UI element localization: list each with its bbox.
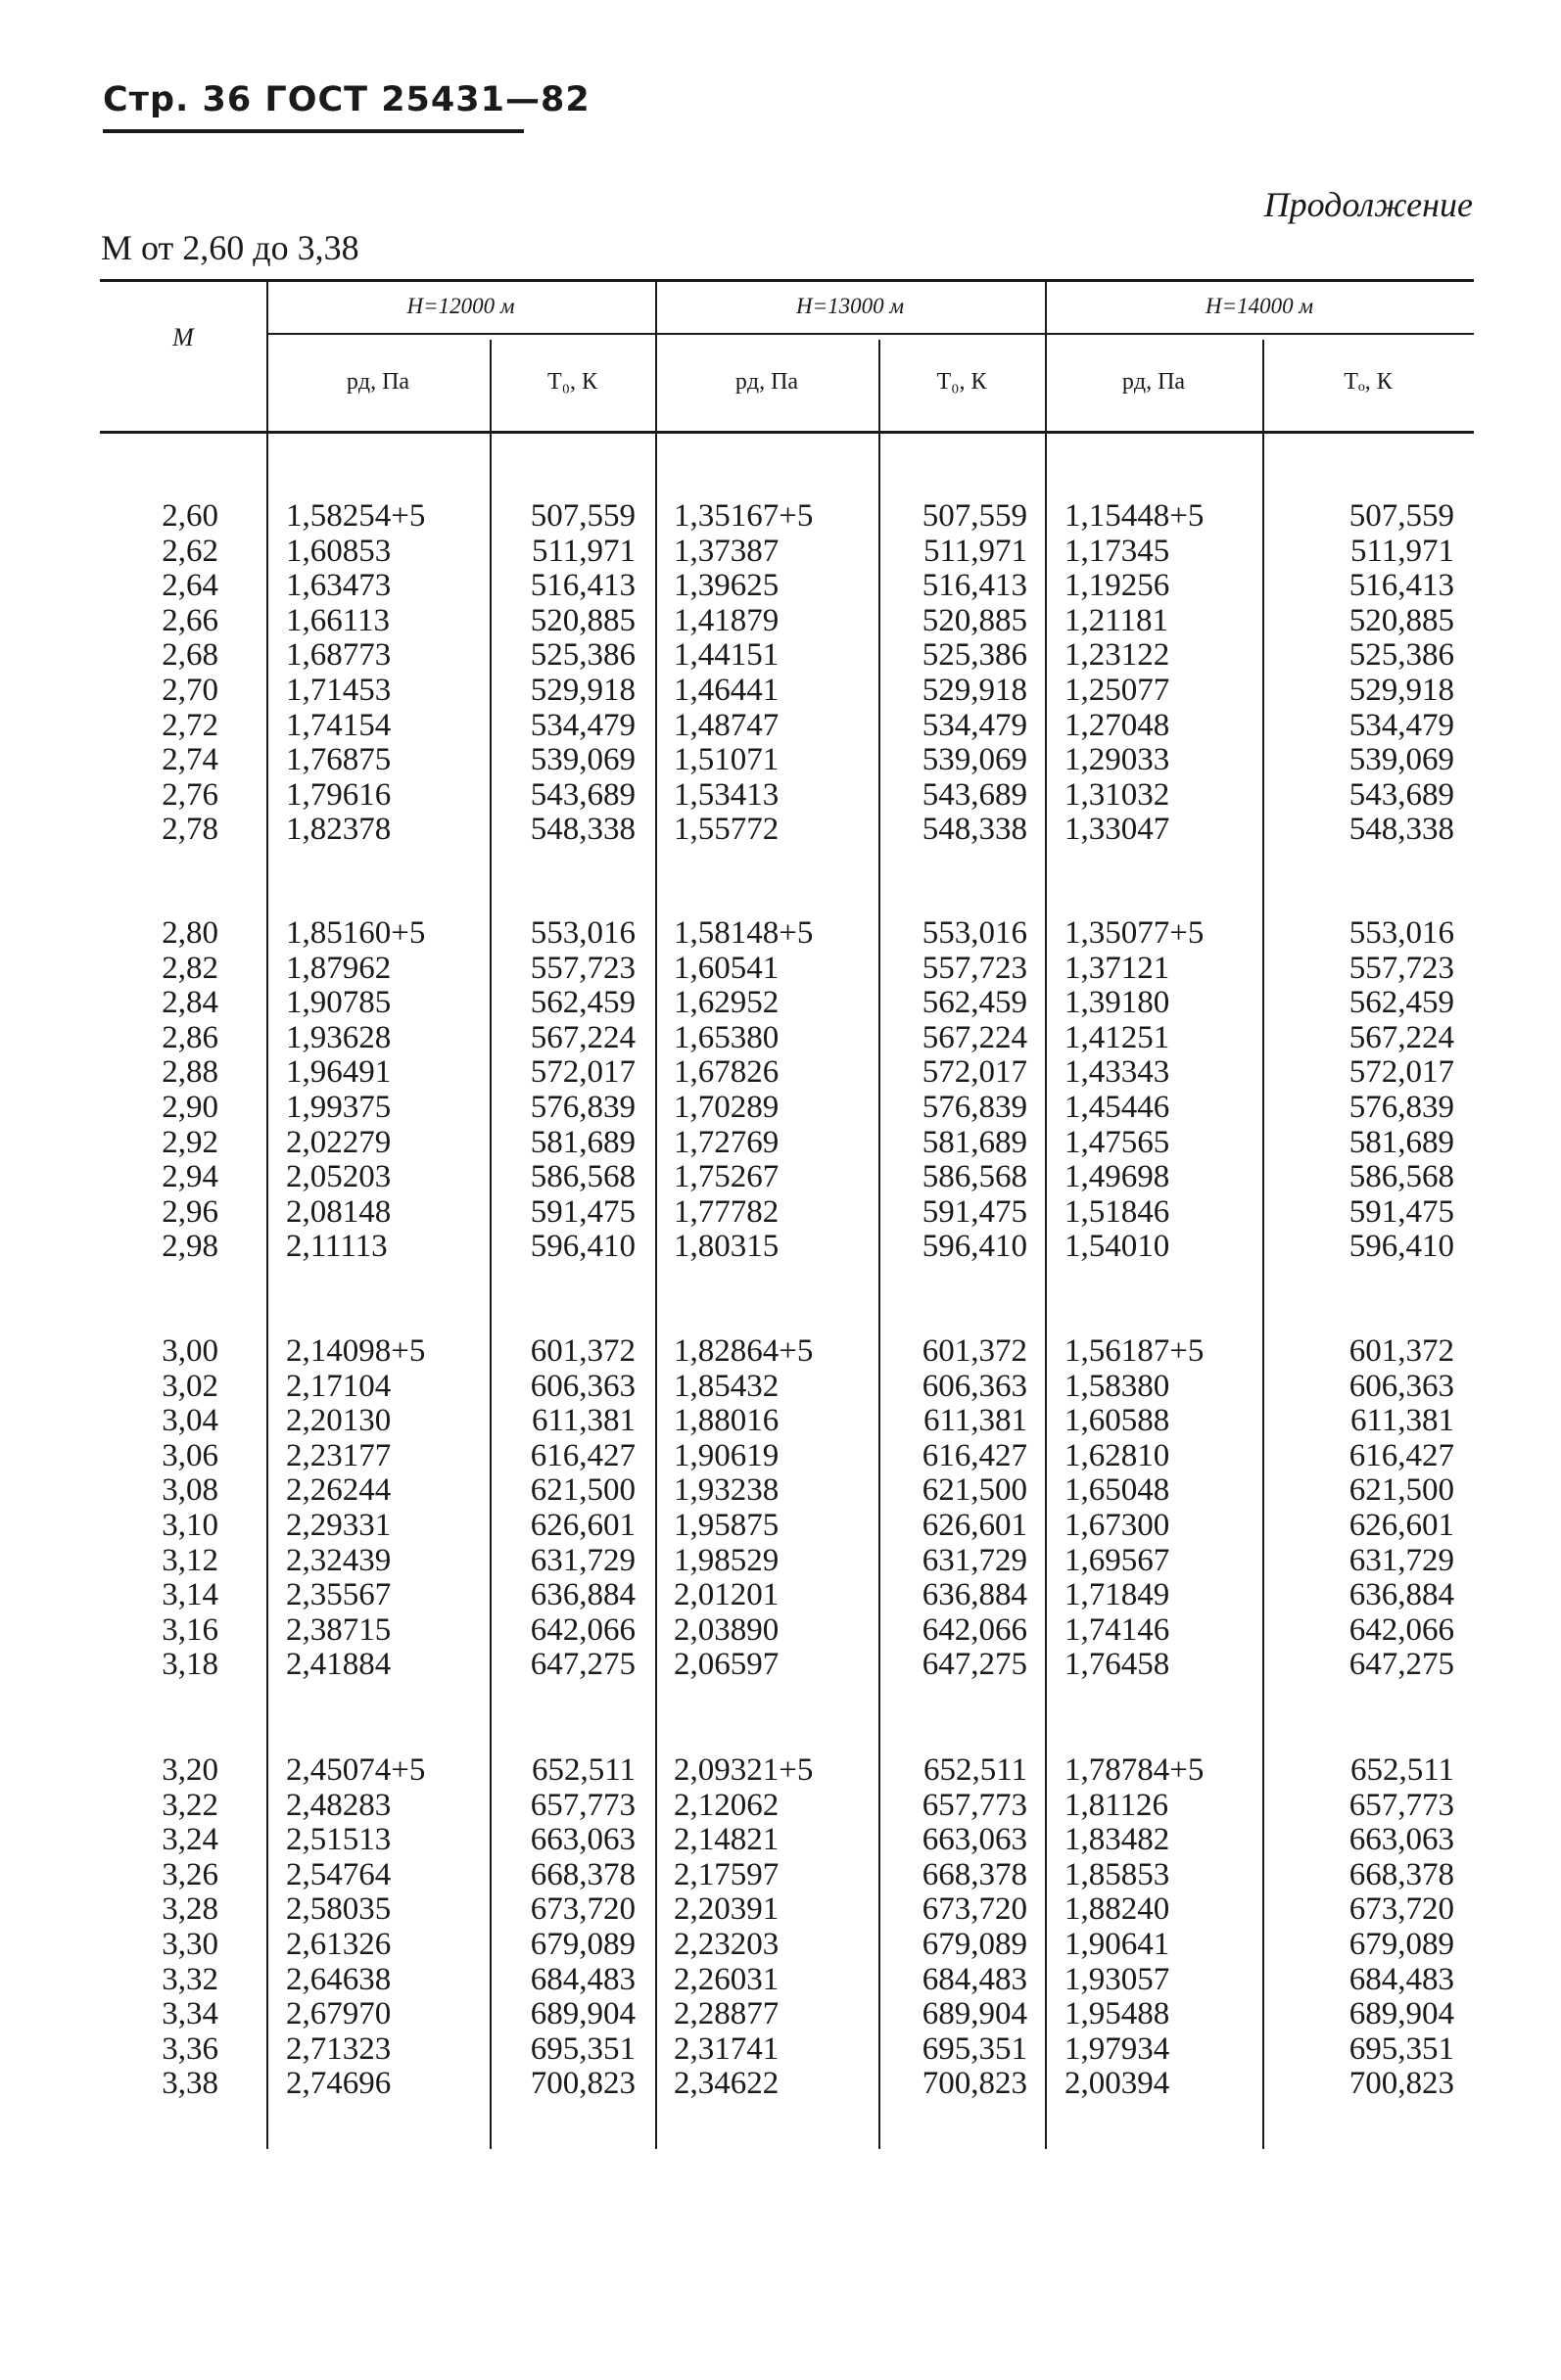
temperature-cell: 631,729 <box>530 1542 636 1578</box>
pressure-cell: 2,64638 <box>286 1961 392 1997</box>
temperature-cell: 534,479 <box>1348 707 1454 743</box>
temperature-cell: 511,971 <box>531 533 636 569</box>
temperature-cell: 591,475 <box>922 1193 1027 1230</box>
temperature-cell: 652,511 <box>1349 1752 1454 1788</box>
pressure-cell: 1,85432 <box>674 1368 780 1404</box>
pressure-cell: 2,51513 <box>286 1822 392 1858</box>
pressure-cell: 1,60588 <box>1064 1403 1170 1439</box>
temperature-cell: 673,720 <box>530 1891 636 1928</box>
temperature-cell: 553,016 <box>922 915 1027 951</box>
pressure-cell: 1,21181 <box>1064 602 1169 638</box>
temperature-cell: 621,500 <box>530 1472 636 1509</box>
temperature-cell: 700,823 <box>530 2066 636 2102</box>
temperature-cell: 636,884 <box>922 1577 1027 1613</box>
temperature-cell: 642,066 <box>922 1611 1027 1648</box>
temperature-cell: 529,918 <box>530 673 636 708</box>
pressure-cell: 1,93057 <box>1064 1961 1170 1997</box>
temperature-cell: 621,500 <box>1348 1472 1454 1509</box>
temperature-cell: 516,413 <box>1348 568 1454 604</box>
mach-cell: 3,26 <box>162 1856 218 1892</box>
pressure-cell: 2,26031 <box>674 1961 780 1997</box>
pressure-cell: 1,96491 <box>286 1054 392 1091</box>
temperature-cell: 562,459 <box>922 985 1027 1021</box>
temperature-cell: 567,224 <box>922 1019 1027 1055</box>
mach-cell: 3,30 <box>162 1927 218 1962</box>
temperature-cell: 516,413 <box>530 568 636 604</box>
temperature-cell: 525,386 <box>1348 637 1454 674</box>
pressure-cell: 2,20130 <box>286 1403 392 1439</box>
temperature-cell: 679,089 <box>530 1927 636 1962</box>
pressure-cell: 2,02279 <box>286 1124 392 1160</box>
temperature-cell: 525,386 <box>530 637 636 674</box>
pressure-cell: 1,58380 <box>1064 1368 1170 1404</box>
pressure-cell: 2,71323 <box>286 2030 392 2067</box>
pressure-cell: 1,33047 <box>1064 812 1170 848</box>
pressure-cell: 1,67300 <box>1064 1508 1170 1543</box>
temperature-cell: 606,363 <box>530 1368 636 1404</box>
pressure-cell: 2,14098+5 <box>286 1333 426 1369</box>
mach-cell: 3,08 <box>162 1472 218 1509</box>
temperature-cell: 606,363 <box>1348 1368 1454 1404</box>
temperature-cell: 621,500 <box>922 1472 1027 1509</box>
temperature-cell: 520,885 <box>922 602 1027 638</box>
table-range-caption: М от 2,60 до 3,38 <box>101 228 359 267</box>
temperature-cell: 539,069 <box>922 742 1027 778</box>
pressure-cell: 1,35077+5 <box>1064 915 1205 951</box>
temperature-cell: 553,016 <box>1348 915 1454 951</box>
pressure-cell: 1,87962 <box>286 950 392 986</box>
mach-cell: 2,82 <box>162 950 218 986</box>
pressure-cell: 1,62810 <box>1064 1437 1170 1473</box>
temperature-cell: 616,427 <box>530 1437 636 1473</box>
pressure-cell: 2,08148 <box>286 1193 392 1230</box>
pressure-cell: 1,55772 <box>674 812 780 848</box>
temperature-cell: 695,351 <box>1348 2030 1454 2067</box>
pressure-cell: 1,60853 <box>286 533 392 569</box>
pressure-cell: 1,25077 <box>1064 673 1170 708</box>
mach-cell: 2,88 <box>162 1054 218 1091</box>
temperature-cell: 548,338 <box>1348 812 1454 848</box>
data-table <box>100 279 1474 2149</box>
temperature-cell: 529,918 <box>1348 673 1454 708</box>
temperature-cell: 663,063 <box>530 1822 636 1858</box>
temperature-cell: 581,689 <box>530 1124 636 1160</box>
mach-cell: 2,64 <box>162 568 218 604</box>
pressure-cell: 1,43343 <box>1064 1054 1170 1091</box>
subheader-p-1: pд, Па <box>346 369 410 395</box>
mach-cell: 3,28 <box>162 1891 218 1928</box>
pressure-cell: 1,74146 <box>1064 1611 1170 1648</box>
mach-cell: 2,68 <box>162 637 218 674</box>
pressure-cell: 2,35567 <box>286 1577 392 1613</box>
temperature-cell: 689,904 <box>530 1996 636 2032</box>
pressure-cell: 1,62952 <box>674 985 780 1021</box>
pressure-cell: 2,32439 <box>286 1542 392 1578</box>
temperature-cell: 572,017 <box>530 1054 636 1091</box>
temperature-cell: 673,720 <box>1348 1891 1454 1928</box>
pressure-cell: 2,12062 <box>674 1787 780 1823</box>
pressure-cell: 1,45446 <box>1064 1090 1170 1125</box>
mach-cell: 2,96 <box>162 1193 218 1230</box>
pressure-cell: 2,38715 <box>286 1611 392 1648</box>
mach-cell: 3,16 <box>162 1611 218 1648</box>
temperature-cell: 695,351 <box>530 2030 636 2067</box>
temperature-cell: 611,381 <box>531 1403 636 1439</box>
group-header-13000: H=13000 м <box>795 294 905 318</box>
pressure-cell: 1,81126 <box>1064 1787 1169 1823</box>
temperature-cell: 601,372 <box>922 1333 1027 1369</box>
pressure-cell: 1,80315 <box>674 1229 780 1265</box>
temperature-cell: 689,904 <box>1348 1996 1454 2032</box>
pressure-cell: 1,56187+5 <box>1064 1333 1205 1369</box>
pressure-cell: 1,35167+5 <box>674 498 814 534</box>
pressure-cell: 1,98529 <box>674 1542 780 1578</box>
temperature-cell: 543,689 <box>1348 776 1454 813</box>
pressure-cell: 1,47565 <box>1064 1124 1170 1160</box>
pressure-cell: 2,26244 <box>286 1472 392 1509</box>
pressure-cell: 1,69567 <box>1064 1542 1170 1578</box>
mach-cell: 3,36 <box>162 2030 218 2067</box>
pressure-cell: 1,72769 <box>674 1124 780 1160</box>
pressure-cell: 1,95488 <box>1064 1996 1170 2032</box>
mach-cell: 3,06 <box>162 1437 218 1473</box>
temperature-cell: 567,224 <box>530 1019 636 1055</box>
temperature-cell: 562,459 <box>530 985 636 1021</box>
temperature-cell: 626,601 <box>922 1508 1027 1543</box>
pressure-cell: 1,99375 <box>286 1090 392 1125</box>
pressure-cell: 1,82378 <box>286 812 392 848</box>
temperature-cell: 657,773 <box>530 1787 636 1823</box>
pressure-cell: 1,51846 <box>1064 1193 1170 1230</box>
temperature-cell: 543,689 <box>530 776 636 813</box>
temperature-cell: 511,971 <box>922 533 1027 569</box>
temperature-cell: 591,475 <box>1348 1193 1454 1230</box>
temperature-cell: 507,559 <box>530 498 636 534</box>
pressure-cell: 2,09321+5 <box>674 1752 814 1788</box>
pressure-cell: 2,01201 <box>674 1577 780 1613</box>
temperature-cell: 576,839 <box>922 1090 1027 1125</box>
temperature-cell: 652,511 <box>922 1752 1027 1788</box>
mach-cell: 2,94 <box>162 1159 218 1195</box>
mach-cell: 2,92 <box>162 1124 218 1160</box>
temperature-cell: 534,479 <box>530 707 636 743</box>
pressure-cell: 1,83482 <box>1064 1822 1170 1858</box>
pressure-cell: 1,15448+5 <box>1064 498 1205 534</box>
subheader-p-3: pд, Па <box>1121 369 1186 395</box>
mach-cell: 2,80 <box>162 915 218 951</box>
temperature-cell: 534,479 <box>922 707 1027 743</box>
temperature-cell: 626,601 <box>1348 1508 1454 1543</box>
mach-cell: 3,34 <box>162 1996 218 2032</box>
header-rule <box>103 129 524 133</box>
temperature-cell: 529,918 <box>922 673 1027 708</box>
temperature-cell: 684,483 <box>1348 1961 1454 1997</box>
subheader-p-2: pд, Па <box>734 369 799 395</box>
pressure-cell: 1,58148+5 <box>674 915 814 951</box>
pressure-cell: 1,79616 <box>286 776 392 813</box>
pressure-cell: 1,75267 <box>674 1159 780 1195</box>
temperature-cell: 511,971 <box>1349 533 1454 569</box>
temperature-cell: 616,427 <box>922 1437 1027 1473</box>
pressure-cell: 1,90641 <box>1064 1927 1170 1962</box>
pressure-cell: 2,48283 <box>286 1787 392 1823</box>
col-divider-group3 <box>1045 279 1047 2149</box>
temperature-cell: 543,689 <box>922 776 1027 813</box>
pressure-cell: 2,23177 <box>286 1437 392 1473</box>
pressure-cell: 1,71849 <box>1064 1577 1170 1613</box>
pressure-cell: 1,93238 <box>674 1472 780 1509</box>
temperature-cell: 652,511 <box>531 1752 636 1788</box>
pressure-cell: 2,14821 <box>674 1822 780 1858</box>
pressure-cell: 1,41251 <box>1064 1019 1170 1055</box>
pressure-cell: 1,65048 <box>1064 1472 1170 1509</box>
pressure-cell: 2,20391 <box>674 1891 780 1928</box>
pressure-cell: 1,41879 <box>674 602 780 638</box>
mach-cell: 3,10 <box>162 1508 218 1543</box>
pressure-cell: 1,88240 <box>1064 1891 1170 1928</box>
temperature-cell: 557,723 <box>922 950 1027 986</box>
temperature-cell: 596,410 <box>922 1229 1027 1265</box>
pressure-cell: 1,85160+5 <box>286 915 426 951</box>
temperature-cell: 548,338 <box>530 812 636 848</box>
temperature-cell: 684,483 <box>530 1961 636 1997</box>
subheader-t-2: T₀, К <box>936 369 987 395</box>
temperature-cell: 700,823 <box>1348 2066 1454 2102</box>
pressure-cell: 1,60541 <box>674 950 780 986</box>
pressure-cell: 1,37121 <box>1064 950 1170 986</box>
pressure-cell: 2,41884 <box>286 1647 392 1683</box>
temperature-cell: 647,275 <box>1348 1647 1454 1683</box>
subheader-t-3: Tₒ, К <box>1344 369 1393 395</box>
mach-cell: 2,76 <box>162 776 218 813</box>
pressure-cell: 2,00394 <box>1064 2066 1170 2102</box>
temperature-cell: 539,069 <box>1348 742 1454 778</box>
temperature-cell: 636,884 <box>530 1577 636 1613</box>
temperature-cell: 601,372 <box>1348 1333 1454 1369</box>
pressure-cell: 1,23122 <box>1064 637 1170 674</box>
pressure-cell: 2,45074+5 <box>286 1752 426 1788</box>
temperature-cell: 520,885 <box>530 602 636 638</box>
pressure-cell: 1,46441 <box>674 673 780 708</box>
pressure-cell: 2,74696 <box>286 2066 392 2102</box>
mach-cell: 2,66 <box>162 602 218 638</box>
mach-cell: 2,62 <box>162 533 218 569</box>
pressure-cell: 1,97934 <box>1064 2030 1170 2067</box>
temperature-cell: 626,601 <box>530 1508 636 1543</box>
temperature-cell: 557,723 <box>530 950 636 986</box>
temperature-cell: 548,338 <box>922 812 1027 848</box>
mach-cell: 2,86 <box>162 1019 218 1055</box>
temperature-cell: 581,689 <box>1348 1124 1454 1160</box>
mach-cell: 2,90 <box>162 1090 218 1125</box>
pressure-cell: 1,66113 <box>286 602 391 638</box>
column-header-m: M <box>172 323 194 351</box>
mach-cell: 2,72 <box>162 707 218 743</box>
pressure-cell: 1,90785 <box>286 985 392 1021</box>
pressure-cell: 2,17597 <box>674 1856 780 1892</box>
mach-cell: 3,18 <box>162 1647 218 1683</box>
pressure-cell: 2,11113 <box>286 1229 388 1265</box>
temperature-cell: 695,351 <box>922 2030 1027 2067</box>
temperature-cell: 636,884 <box>1348 1577 1454 1613</box>
mach-cell: 3,14 <box>162 1577 218 1613</box>
temperature-cell: 663,063 <box>1348 1822 1454 1858</box>
temperature-cell: 657,773 <box>922 1787 1027 1823</box>
temperature-cell: 631,729 <box>922 1542 1027 1578</box>
pressure-cell: 2,23203 <box>674 1927 780 1962</box>
pressure-cell: 1,93628 <box>286 1019 392 1055</box>
temperature-cell: 647,275 <box>922 1647 1027 1683</box>
temperature-cell: 601,372 <box>530 1333 636 1369</box>
pressure-cell: 1,67826 <box>674 1054 780 1091</box>
pressure-cell: 1,29033 <box>1064 742 1170 778</box>
pressure-cell: 1,78784+5 <box>1064 1752 1205 1788</box>
col-divider-group2 <box>655 279 657 2149</box>
temperature-cell: 507,559 <box>1348 498 1454 534</box>
pressure-cell: 1,53413 <box>674 776 780 813</box>
mach-cell: 2,74 <box>162 742 218 778</box>
temperature-cell: 576,839 <box>530 1090 636 1125</box>
pressure-cell: 1,31032 <box>1064 776 1170 813</box>
pressure-cell: 1,58254+5 <box>286 498 426 534</box>
temperature-cell: 525,386 <box>922 637 1027 674</box>
temperature-cell: 596,410 <box>1348 1229 1454 1265</box>
temperature-cell: 679,089 <box>922 1927 1027 1962</box>
temperature-cell: 606,363 <box>922 1368 1027 1404</box>
col-divider-m <box>266 279 268 2149</box>
pressure-cell: 1,39625 <box>674 568 780 604</box>
pressure-cell: 1,51071 <box>674 742 780 778</box>
pressure-cell: 2,34622 <box>674 2066 780 2102</box>
pressure-cell: 1,71453 <box>286 673 392 708</box>
temperature-cell: 631,729 <box>1348 1542 1454 1578</box>
pressure-cell: 1,82864+5 <box>674 1333 814 1369</box>
pressure-cell: 1,70289 <box>674 1090 780 1125</box>
temperature-cell: 581,689 <box>922 1124 1027 1160</box>
temperature-cell: 689,904 <box>922 1996 1027 2032</box>
pressure-cell: 1,76458 <box>1064 1647 1170 1683</box>
mach-cell: 2,98 <box>162 1229 218 1265</box>
pressure-cell: 1,77782 <box>674 1193 780 1230</box>
mach-cell: 3,02 <box>162 1368 218 1404</box>
pressure-cell: 2,05203 <box>286 1159 392 1195</box>
header-bottom-rule <box>100 431 1474 434</box>
pressure-cell: 1,74154 <box>286 707 392 743</box>
mach-cell: 3,04 <box>162 1403 218 1439</box>
pressure-cell: 1,19256 <box>1064 568 1170 604</box>
temperature-cell: 591,475 <box>530 1193 636 1230</box>
pressure-cell: 2,28877 <box>674 1996 780 2032</box>
subheader-t-1: T₀, К <box>546 369 598 395</box>
temperature-cell: 567,224 <box>1348 1019 1454 1055</box>
mach-cell: 3,38 <box>162 2066 218 2102</box>
pressure-cell: 1,85853 <box>1064 1856 1170 1892</box>
pressure-cell: 1,54010 <box>1064 1229 1170 1265</box>
temperature-cell: 586,568 <box>922 1159 1027 1195</box>
temperature-cell: 700,823 <box>922 2066 1027 2102</box>
temperature-cell: 553,016 <box>530 915 636 951</box>
temperature-cell: 673,720 <box>922 1891 1027 1928</box>
page-header: Стр. 36 ГОСТ 25431—82 <box>103 80 591 119</box>
pressure-cell: 2,58035 <box>286 1891 392 1928</box>
pressure-cell: 2,67970 <box>286 1996 392 2032</box>
temperature-cell: 516,413 <box>922 568 1027 604</box>
temperature-cell: 507,559 <box>922 498 1027 534</box>
mach-cell: 2,84 <box>162 985 218 1021</box>
mach-cell: 2,70 <box>162 673 218 708</box>
mach-cell: 2,60 <box>162 498 218 534</box>
pressure-cell: 1,48747 <box>674 707 780 743</box>
temperature-cell: 668,378 <box>1348 1856 1454 1892</box>
temperature-cell: 684,483 <box>922 1961 1027 1997</box>
mach-cell: 3,00 <box>162 1333 218 1369</box>
pressure-cell: 1,27048 <box>1064 707 1170 743</box>
pressure-cell: 2,17104 <box>286 1368 392 1404</box>
temperature-cell: 557,723 <box>1348 950 1454 986</box>
mach-cell: 3,22 <box>162 1787 218 1823</box>
temperature-cell: 562,459 <box>1348 985 1454 1021</box>
temperature-cell: 668,378 <box>922 1856 1027 1892</box>
temperature-cell: 596,410 <box>530 1229 636 1265</box>
temperature-cell: 663,063 <box>922 1822 1027 1858</box>
pressure-cell: 1,65380 <box>674 1019 780 1055</box>
temperature-cell: 572,017 <box>922 1054 1027 1091</box>
pressure-cell: 1,76875 <box>286 742 392 778</box>
pressure-cell: 2,29331 <box>286 1508 392 1543</box>
temperature-cell: 611,381 <box>922 1403 1027 1439</box>
mach-cell: 2,78 <box>162 812 218 848</box>
pressure-cell: 1,39180 <box>1064 985 1170 1021</box>
mach-cell: 3,32 <box>162 1961 218 1997</box>
temperature-cell: 572,017 <box>1348 1054 1454 1091</box>
temperature-cell: 611,381 <box>1349 1403 1454 1439</box>
pressure-cell: 1,44151 <box>674 637 780 674</box>
pressure-cell: 1,37387 <box>674 533 780 569</box>
pressure-cell: 1,63473 <box>286 568 392 604</box>
pressure-cell: 1,68773 <box>286 637 392 674</box>
mach-cell: 3,20 <box>162 1752 218 1788</box>
temperature-cell: 576,839 <box>1348 1090 1454 1125</box>
group-header-14000: H=14000 м <box>1205 294 1314 318</box>
pressure-cell: 2,31741 <box>674 2030 780 2067</box>
temperature-cell: 668,378 <box>530 1856 636 1892</box>
mach-cell: 3,24 <box>162 1822 218 1858</box>
temperature-cell: 586,568 <box>530 1159 636 1195</box>
group-header-12000: H=12000 м <box>406 294 515 318</box>
pressure-cell: 1,90619 <box>674 1437 780 1473</box>
pressure-cell: 2,54764 <box>286 1856 392 1892</box>
pressure-cell: 1,17345 <box>1064 533 1170 569</box>
pressure-cell: 2,06597 <box>674 1647 780 1683</box>
pressure-cell: 2,61326 <box>286 1927 392 1962</box>
temperature-cell: 586,568 <box>1348 1159 1454 1195</box>
temperature-cell: 679,089 <box>1348 1927 1454 1962</box>
temperature-cell: 539,069 <box>530 742 636 778</box>
pressure-cell: 1,49698 <box>1064 1159 1170 1195</box>
continuation-label: Продолжение <box>1263 185 1473 224</box>
pressure-cell: 1,95875 <box>674 1508 780 1543</box>
temperature-cell: 657,773 <box>1348 1787 1454 1823</box>
temperature-cell: 642,066 <box>1348 1611 1454 1648</box>
pressure-cell: 2,03890 <box>674 1611 780 1648</box>
temperature-cell: 647,275 <box>530 1647 636 1683</box>
temperature-cell: 616,427 <box>1348 1437 1454 1473</box>
temperature-cell: 520,885 <box>1348 602 1454 638</box>
mach-cell: 3,12 <box>162 1542 218 1578</box>
pressure-cell: 1,88016 <box>674 1403 780 1439</box>
temperature-cell: 642,066 <box>530 1611 636 1648</box>
